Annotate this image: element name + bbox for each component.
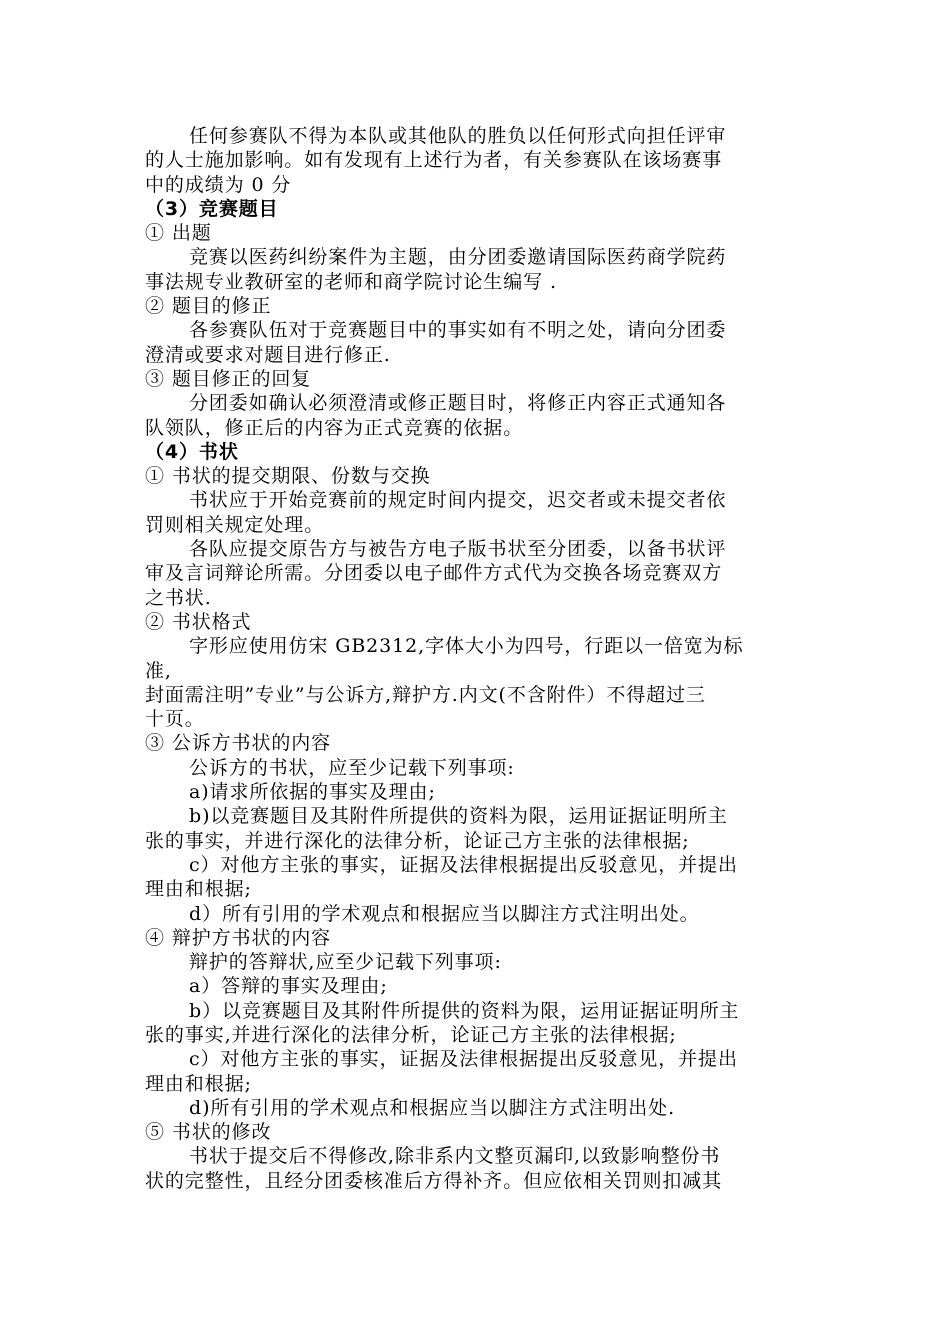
subsection-heading: ③ 公诉方书状的内容 xyxy=(145,732,332,755)
paragraph-line: 的人士施加影响。如有发现有上述行为者，有关参赛队在该场赛事 xyxy=(145,149,723,172)
paragraph-line: 审及言词辩论所需。分团委以电子邮件方式代为交换各场竞赛双方 xyxy=(145,562,723,585)
section-heading: （3）竞赛题目 xyxy=(145,197,279,220)
subsection-heading: ⑤ 书状的修改 xyxy=(145,1121,272,1144)
paragraph-line: 张的事实,并进行深化的法律分析，论证己方主张的法律根据; xyxy=(145,1023,677,1046)
paragraph-line: 状的完整性，且经分团委核准后方得补齐。但应依相关罚则扣减其 xyxy=(145,1169,723,1192)
paragraph-line: 公诉方的书状，应至少记载下列事项: xyxy=(189,756,515,779)
paragraph-line: 澄清或要求对题目进行修正. xyxy=(145,343,391,366)
paragraph-line: 之书状. xyxy=(145,586,212,609)
paragraph-line: 封面需注明”专业”与公诉方,辩护方.内文(不含附件）不得超过三 xyxy=(145,683,706,706)
paragraph-line: 竞赛以医药纠纷案件为主题，由分团委邀请国际医药商学院药 xyxy=(189,246,727,269)
paragraph-line: d）所有引用的学术观点和根据应当以脚注方式注明出处。 xyxy=(189,902,700,925)
paragraph-line: a)请求所依据的事实及理由; xyxy=(189,781,436,804)
paragraph-line: 各队应提交原告方与被告方电子版书状至分团委，以备书状评 xyxy=(189,538,727,561)
paragraph-line: 任何参赛队不得为本队或其他队的胜负以任何形式向担任评审 xyxy=(189,125,727,147)
paragraph-line: 字形应使用仿宋 GB2312,字体大小为四号，行距以一倍宽为标 xyxy=(189,635,744,658)
paragraph-line: 队领队，修正后的内容为正式竞赛的依据。 xyxy=(145,416,524,439)
paragraph-line: a）答辩的事实及理由; xyxy=(189,975,388,998)
subsection-heading: ① 书状的提交期限、份数与交换 xyxy=(145,465,431,488)
subsection-heading: ② 书状格式 xyxy=(145,610,252,633)
paragraph-line: b）以竞赛题目及其附件所提供的资料为限，运用证据证明所主 xyxy=(189,999,740,1022)
paragraph-line: 分团委如确认必须澄清或修正题目时，将修正内容正式通知各 xyxy=(189,392,727,415)
paragraph-line: 张的事实，并进行深化的法律分析，论证己方主张的法律根据; xyxy=(145,829,690,852)
paragraph-line: 书状于提交后不得修改,除非系内文整页漏印,以致影响整份书 xyxy=(189,1145,721,1168)
document-page xyxy=(145,124,809,1193)
subsection-heading: ④ 辩护方书状的内容 xyxy=(145,926,332,949)
paragraph-line: 事法规专业教研室的老师和商学院讨论生编写 . xyxy=(145,270,557,293)
paragraph-line: 书状应于开始竞赛前的规定时间内提交，迟交者或未提交者依 xyxy=(189,489,727,512)
subsection-heading: ③ 题目修正的回复 xyxy=(145,367,312,390)
paragraph-line: c）对他方主张的事实，证据及法律根据提出反驳意见，并提出 xyxy=(189,853,738,876)
paragraph-line: 罚则相关规定处理。 xyxy=(145,513,325,536)
paragraph-line: d)所有引用的学术观点和根据应当以脚注方式注明出处. xyxy=(189,1096,676,1119)
subsection-heading: ① 出题 xyxy=(145,222,212,245)
paragraph-line: 理由和根据; xyxy=(145,878,252,901)
subsection-heading: ② 题目的修正 xyxy=(145,295,272,318)
paragraph-line: b)以竞赛题目及其附件所提供的资料为限，运用证据证明所主 xyxy=(189,805,728,828)
paragraph-line: 各参赛队伍对于竞赛题目中的事实如有不明之处，请向分团委 xyxy=(189,319,727,342)
paragraph-line: 十页。 xyxy=(145,708,205,731)
paragraph-line: 中的成绩为 0 分 xyxy=(145,173,292,196)
paragraph-line: 辩护的答辩状,应至少记载下列事项: xyxy=(189,951,502,974)
paragraph-line: 理由和根据; xyxy=(145,1072,252,1095)
paragraph-line: c）对他方主张的事实，证据及法律根据提出反驳意见，并提出 xyxy=(189,1048,738,1071)
section-heading: （4）书状 xyxy=(145,440,239,463)
paragraph-line: 准, xyxy=(145,659,172,682)
